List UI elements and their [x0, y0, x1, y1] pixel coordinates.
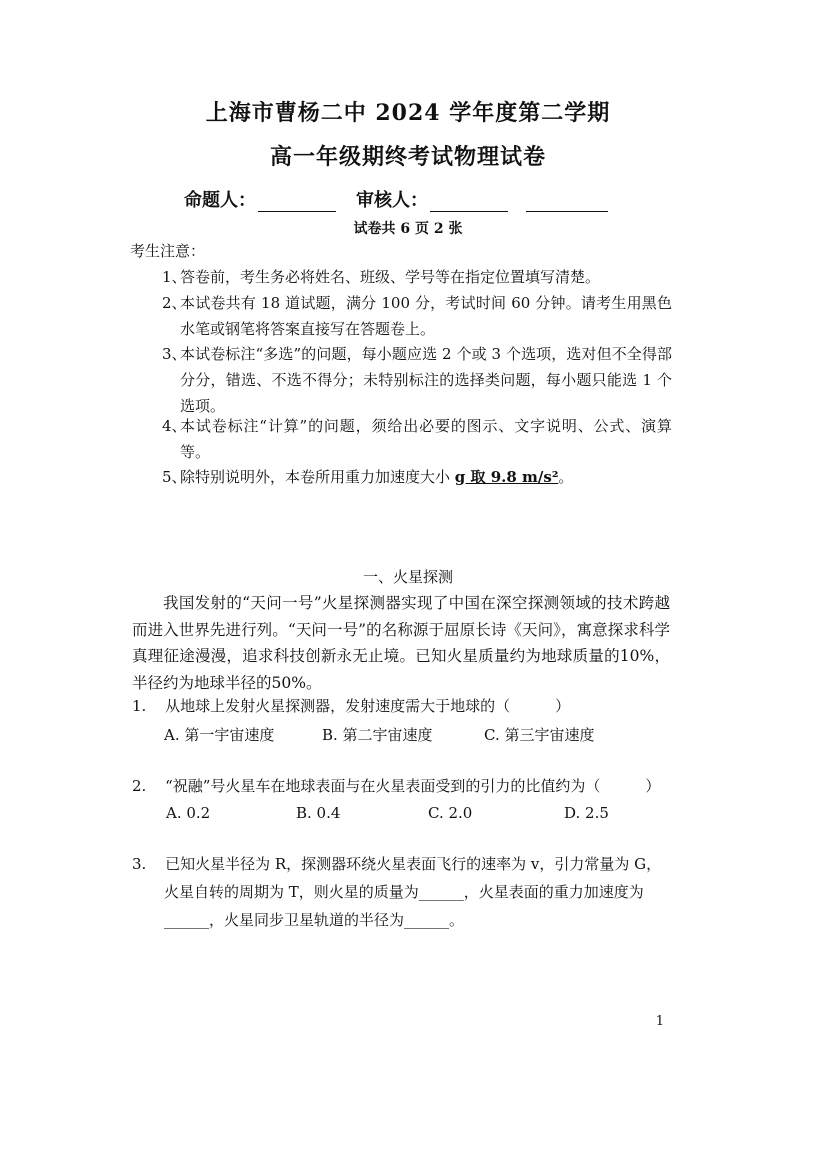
gravity-value: g 取 9.8 m/s² — [454, 468, 559, 486]
notice-item-number: 2、 — [162, 294, 187, 312]
section-intro-paragraph: 我国发射的“天问一号”火星探测器实现了中国在深空探测领域的技术跨越而进入世界先进行列。“天问一号”的名称源于屈原长诗《天问》，寓意探求科学真理征途漫漫，追求科技创新永无止境。已知火星质量约为地球质量的10%，半径约为地球半径的50%。 — [132, 594, 670, 692]
extra-blank — [526, 193, 608, 212]
notice-item-text: 本试卷共有 18 道试题，满分 100 分，考试时间 60 分钟。请考生用黑色水笔或钢笔将答案直接写在答题卷上。 — [180, 294, 672, 338]
notice-text-part: 。 — [558, 468, 574, 486]
notice-item — [162, 413, 672, 465]
question-number: 1. — [132, 697, 147, 715]
notice-item-number: 5、 — [162, 468, 187, 486]
author-reviewer-line — [184, 186, 608, 212]
notice-item-number: 3、 — [162, 345, 187, 363]
page-count: 试卷共 6 页 2 张 — [353, 221, 463, 237]
setter-label: 命题人： — [184, 190, 256, 211]
question-text-line: 已知火星半径为 R，探测器环绕火星表面飞行的速率为 v，引力常量为 G， — [165, 855, 662, 873]
notice-item-text: 本试卷标注“计算”的问题，须给出必要的图示、文字说明、公式、演算等。 — [180, 417, 672, 461]
exam-title-school: 上海市曹杨二中 2024 学年度第二学期 — [205, 100, 611, 126]
notice-item-number: 1、 — [162, 268, 187, 286]
question-1-option-b: B. 第二宇宙速度 — [322, 726, 433, 744]
question-3 — [132, 850, 661, 878]
question-1 — [132, 692, 570, 720]
notice-item — [162, 290, 672, 342]
notice-heading: 考生注意： — [130, 242, 206, 260]
reviewer-label: 审核人： — [356, 190, 428, 211]
notice-item — [162, 264, 672, 290]
question-text: 从地球上发射火星探测器，发射速度需大于地球的（ ） — [165, 697, 571, 715]
notice-item-text — [162, 464, 672, 490]
question-2-option-a: A. 0.2 — [166, 804, 211, 822]
exam-title-subject: 高一年级期终考试物理试卷 — [269, 144, 546, 170]
question-number: 2. — [132, 777, 147, 795]
question-1-option-c: C. 第三宇宙速度 — [484, 726, 595, 744]
notice-item-text: 本试卷标注“多选”的问题，每小题应选 2 个或 3 个选项，选对但不全得部分分，错选、不选不得分；未特别标注的选择类问题，每小题只能选 1 个选项。 — [180, 345, 672, 415]
section-title: 一、火星探测 — [362, 568, 453, 586]
question-text: “祝融”号火星车在地球表面与在火星表面受到的引力的比值约为（ ） — [165, 777, 661, 795]
reviewer-blank — [430, 193, 508, 212]
question-2 — [132, 772, 660, 800]
question-2-option-c: C. 2.0 — [428, 804, 473, 822]
question-text-line: ______，火星同步卫星轨道的半径为______。 — [164, 911, 465, 929]
question-number: 3. — [132, 855, 147, 873]
notice-item — [162, 464, 672, 490]
question-1-option-a: A. 第一宇宙速度 — [164, 726, 275, 744]
notice-text-part: 除特别说明外，本卷所用重力加速度大小 — [180, 468, 455, 486]
setter-blank — [258, 193, 336, 212]
question-2-option-b: B. 0.4 — [296, 804, 341, 822]
notice-item-text: 答卷前，考生务必将姓名、班级、学号等在指定位置填写清楚。 — [180, 268, 601, 286]
notice-item-number: 4、 — [162, 417, 187, 435]
page-number: 1 — [655, 1014, 664, 1029]
question-2-option-d: D. 2.5 — [564, 804, 609, 822]
notice-item — [162, 341, 672, 419]
question-text-line: 火星自转的周期为 T，则火星的质量为______，火星表面的重力加速度为 — [164, 883, 644, 901]
